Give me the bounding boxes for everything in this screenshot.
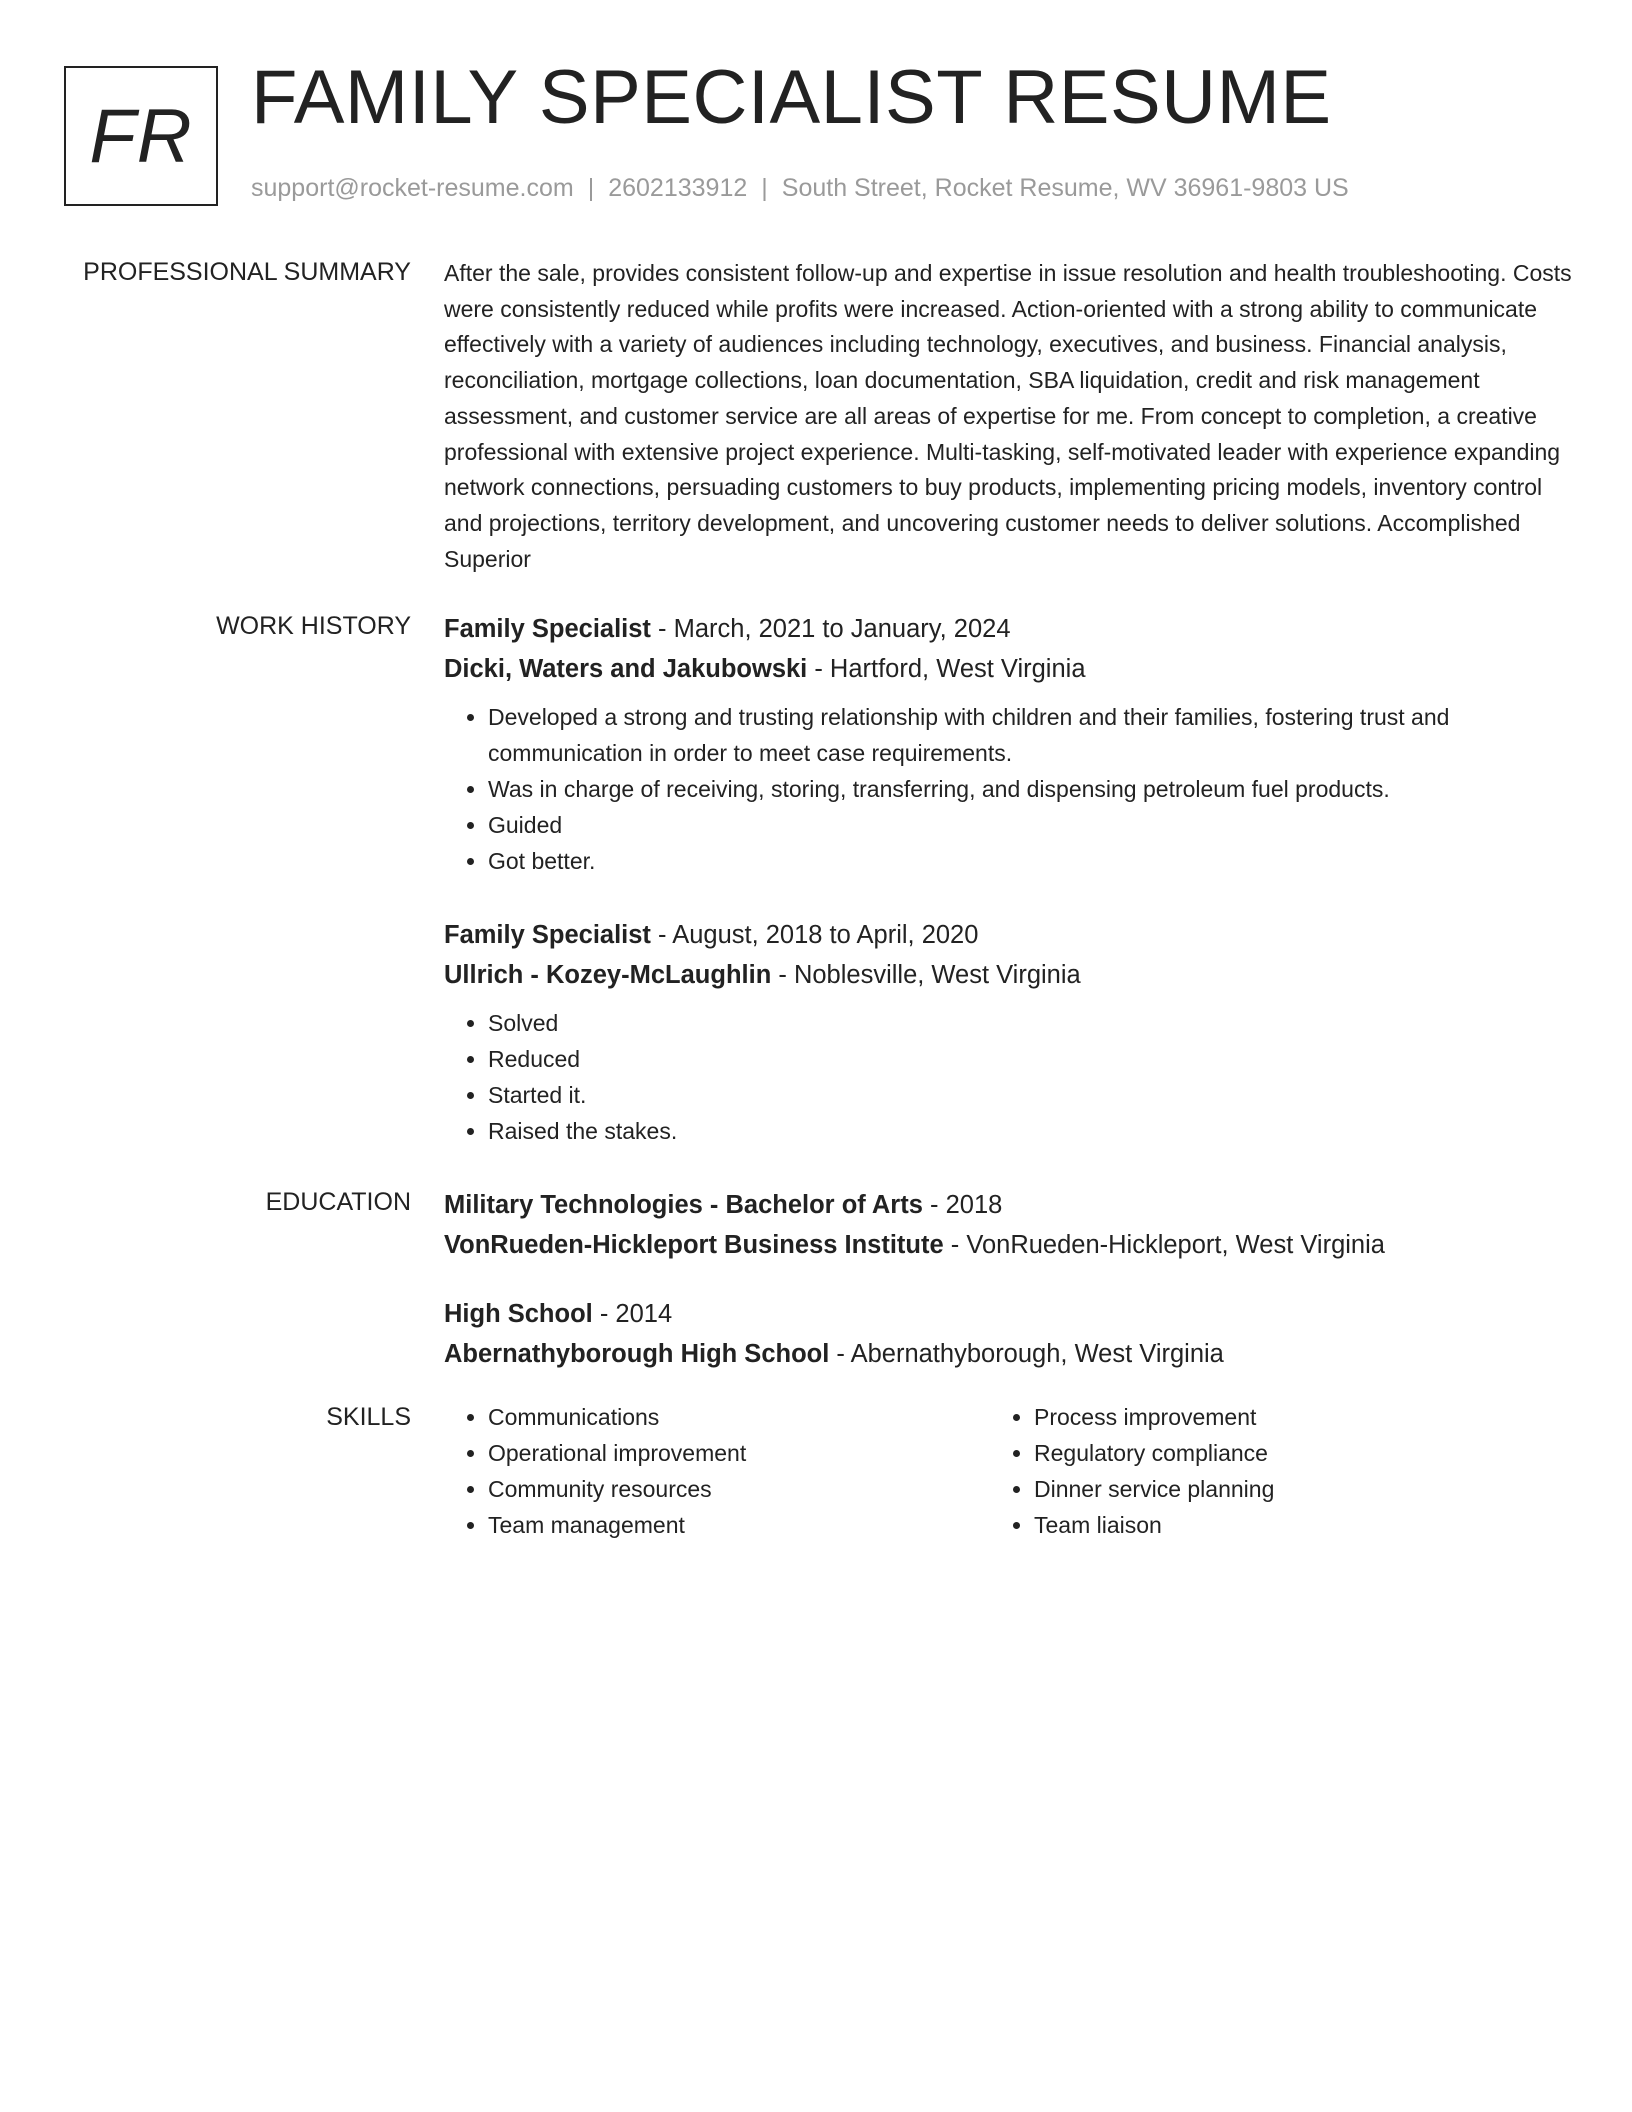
section-label-work-history: WORK HISTORY — [216, 612, 411, 640]
school-location: - Abernathyborough, West Virginia — [829, 1340, 1224, 1368]
skill-item: • Team management — [488, 1507, 990, 1543]
job-title-line — [444, 915, 1574, 955]
job-entry — [444, 609, 1574, 879]
job-entry — [444, 915, 1574, 1149]
job-company-line — [444, 649, 1574, 689]
skill-item: • Operational improvement — [488, 1435, 990, 1471]
degree-year: - 2018 — [922, 1191, 1003, 1219]
skill-item: • Team liaison — [1034, 1507, 1536, 1543]
skills-section — [444, 1399, 1574, 1543]
skill-item: • Process improvement — [1034, 1399, 1536, 1435]
resume-title: FAMILY SPECIALIST RESUME — [251, 55, 1332, 140]
list-item: • Guided — [488, 807, 1574, 843]
section-label-education: EDUCATION — [265, 1188, 411, 1216]
contact-separator: | — [761, 174, 768, 202]
list-item: • Got better. — [488, 843, 1574, 879]
contact-line — [251, 174, 1349, 203]
job-bullets — [444, 1005, 1574, 1149]
school-location: - VonRueden-Hickleport, West Virginia — [943, 1231, 1385, 1259]
degree-line — [444, 1185, 1574, 1225]
summary-section — [444, 256, 1574, 577]
skill-item: • Communications — [488, 1399, 990, 1435]
degree-year: - 2014 — [592, 1300, 673, 1328]
job-title: Family Specialist — [444, 615, 651, 643]
job-title: Family Specialist — [444, 921, 651, 949]
summary-text: After the sale, provides consistent follow-up and expertise in issue resolution and health troubleshooting. Costs were consistently reduced while profits were increased. Action-oriented with a strong ability to communicate effectively with a variety of audiences including technology, executives, and business. Financial analysis, reconciliation, mortgage collections, loan documentation, SBA liquidation, credit and risk management assessment, and customer service are all areas of expertise for me. From concept to completion, a creative professional with extensive project experience. Multi-tasking, self-motivated leader with experience expanding network connections, persuading customers to buy products, implementing pricing models, inventory control and projections, territory development, and uncovering customer needs to deliver solutions. Accomplished Superior — [444, 260, 1572, 572]
education-entry — [444, 1185, 1574, 1265]
list-item: • Was in charge of receiving, storing, transferring, and dispensing petroleum fuel products. — [488, 771, 1574, 807]
degree-line — [444, 1294, 1574, 1334]
skill-item: • Regulatory compliance — [1034, 1435, 1536, 1471]
school-line — [444, 1225, 1574, 1265]
education-entry — [444, 1294, 1574, 1374]
section-label-summary: PROFESSIONAL SUMMARY — [83, 258, 411, 286]
skill-item: • Community resources — [488, 1471, 990, 1507]
job-company-line — [444, 955, 1574, 995]
job-dates: - March, 2021 to January, 2024 — [650, 615, 1011, 643]
list-item: • Reduced — [488, 1041, 1574, 1077]
list-item: • Raised the stakes. — [488, 1113, 1574, 1149]
school-name: Abernathyborough High School — [444, 1340, 830, 1368]
job-location: - Noblesville, West Virginia — [771, 961, 1081, 989]
list-item: • Started it. — [488, 1077, 1574, 1113]
list-item: • Solved — [488, 1005, 1574, 1041]
list-item: • Developed a strong and trusting relationship with children and their families, fostering trust and communication in order to meet case requirements. — [488, 699, 1574, 771]
skills-column-right — [990, 1399, 1536, 1543]
initials-monogram — [64, 66, 218, 206]
job-company: Ullrich - Kozey-McLaughlin — [444, 961, 772, 989]
job-title-line — [444, 609, 1574, 649]
contact-phone: 2602133912 — [608, 174, 748, 202]
job-dates: - August, 2018 to April, 2020 — [650, 921, 979, 949]
school-line — [444, 1334, 1574, 1374]
job-company: Dicki, Waters and Jakubowski — [444, 655, 808, 683]
school-name: VonRueden-Hickleport Business Institute — [444, 1231, 944, 1259]
job-bullets — [444, 699, 1574, 879]
section-label-skills: SKILLS — [326, 1403, 411, 1431]
job-location: - Hartford, West Virginia — [807, 655, 1086, 683]
initials-text: FR — [89, 93, 193, 179]
degree-name: Military Technologies - Bachelor of Arts — [444, 1191, 923, 1219]
contact-email: support@rocket-resume.com — [251, 174, 574, 202]
contact-separator: | — [587, 174, 595, 202]
skills-column-left — [444, 1399, 990, 1543]
degree-name: High School — [444, 1300, 593, 1328]
skill-item: • Dinner service planning — [1034, 1471, 1536, 1507]
contact-address: South Street, Rocket Resume, WV 36961-9803 US — [781, 174, 1349, 202]
